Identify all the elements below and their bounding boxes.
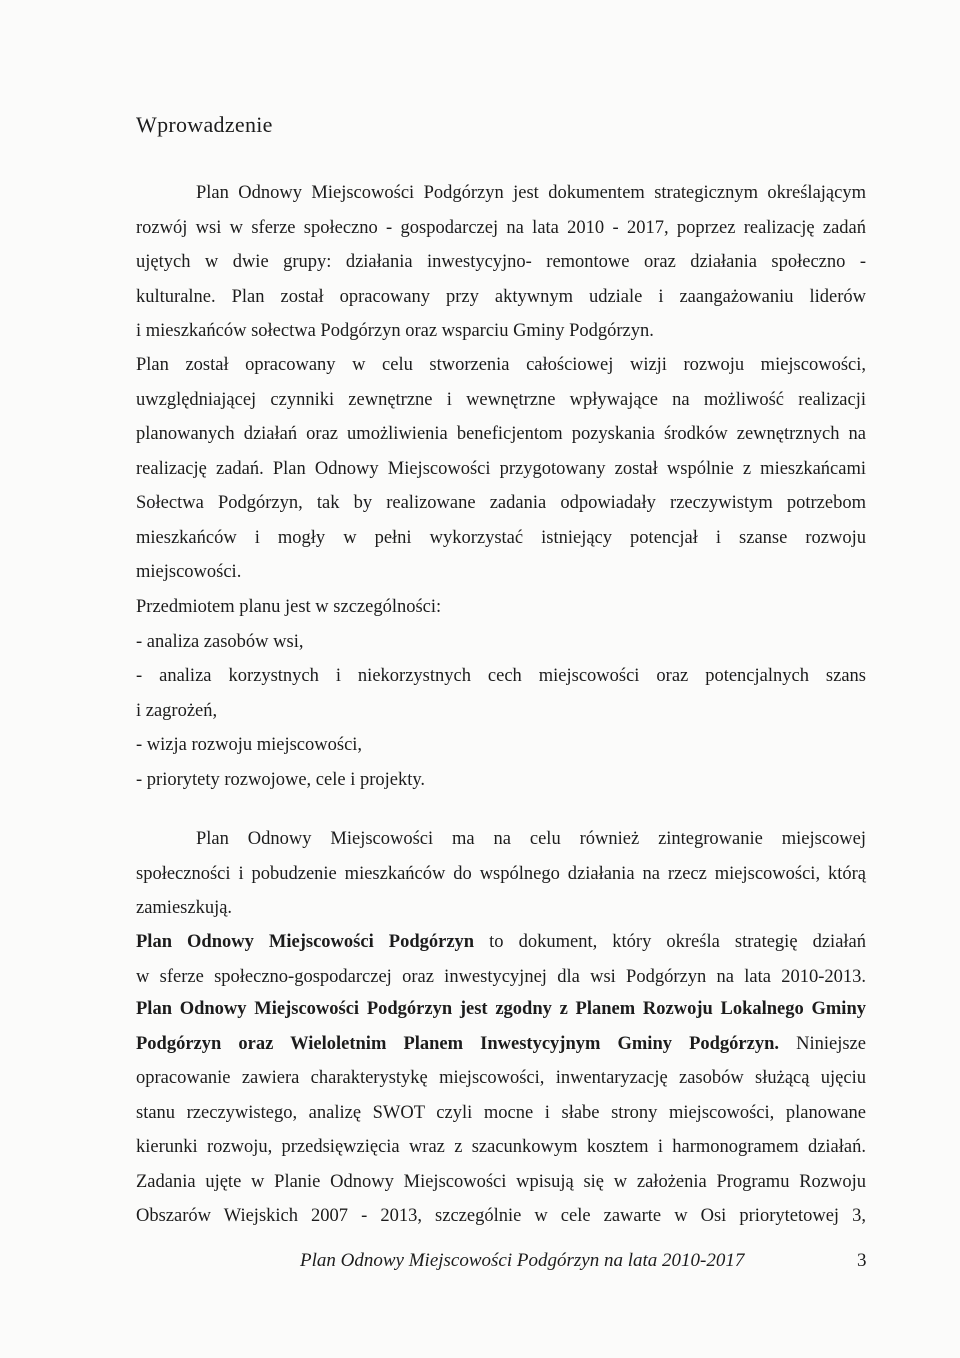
text-line: Plan Odnowy Miejscowości ma na celu również zintegrowanie miejscowej [196,829,866,849]
paragraph-document-definition [136,925,866,994]
text-line: Sołectwa Podgórzyn, tak by realizowane zadania odpowiadały rzeczywistym potrzebom [136,493,866,513]
text-line: i mieszkańców sołectwa Podgórzyn oraz wsparciu Gminy Podgórzyn. [136,321,654,341]
text-line: ujętych w dwie grupy: działania inwestycyjno- remontowe oraz działania społeczno - [136,252,866,272]
paragraph-integration [136,822,866,926]
text-line [136,925,866,960]
plan-subject-list [136,590,866,797]
text-segment: Niniejsze [779,1033,866,1054]
text-line: planowanych działań oraz umożliwienia beneficjentom pozyskania środków zewnętrznych na [136,424,866,444]
text-line: Plan Odnowy Miejscowości Podgórzyn jest dokumentem strategicznym określającym [196,183,866,203]
paragraph-purpose [136,348,866,590]
bold-text-line: Plan Odnowy Miejscowości Podgórzyn jest zgodny z Planem Rozwoju Lokalnego Gminy [136,999,866,1019]
text-line: miejscowości. [136,562,242,582]
list-item: - analiza korzystnych i niekorzystnych cech miejscowości oraz potencjalnych szans [136,666,866,686]
text-line: Plan został opracowany w celu stworzenia całościowej wizji rozwoju miejscowości, [136,355,866,375]
text-line [136,1027,866,1062]
bold-text: Podgórzyn oraz Wieloletnim Planem Inwestycyjnym Gminy Podgórzyn. [136,1033,780,1054]
text-line: rozwój wsi w sferze społeczno - gospodarczej na lata 2010 - 2017, poprzez realizację zadań [136,217,866,238]
text-line: realizację zadań. Plan Odnowy Miejscowości przygotowany został wspólnie z mieszkańcami [136,458,866,479]
text-line: społeczności i pobudzenie mieszkańców do wspólnego działania na rzecz miejscowości, którą [136,863,866,884]
list-item-continuation: i zagrożeń, [136,700,218,721]
text-segment: to dokument, który określa strategię działań [474,932,867,952]
text-line: mieszkańców i mogły w pełni wykorzystać istniejący potencjał i szanse rozwoju [136,527,866,548]
text-line: Zadania ujęte w Planie Odnowy Miejscowości wpisują się w założenia Programu Rozwoju [136,1171,866,1192]
text-line: stanu rzeczywistego, analizę SWOT czyli mocne i słabe strony miejscowości, planowane [136,1102,866,1123]
text-line: kierunki rozwoju, przedsięwzięcia wraz z szacunkowym kosztem i harmonogramem działań. [136,1137,866,1157]
text-line: Obszarów Wiejskich 2007 - 2013, szczególnie w cele zawarte w Osi priorytetowej 3, [136,1206,866,1226]
list-item: - analiza zasobów wsi, [136,631,304,652]
text-line: opracowanie zawiera charakterystykę miejscowości, inwentaryzację zasobów służącą ujęciu [136,1068,866,1088]
footer-title: Plan Odnowy Miejscowości Podgórzyn na lata 2010-2017 [300,1250,745,1271]
text-line: kulturalne. Plan został opracowany przy aktywnym udziale i zaangażowaniu liderów [136,286,866,307]
page-number: 3 [857,1250,867,1271]
paragraph-compliance [136,992,866,1234]
list-intro: Przedmiotem planu jest w szczególności: [136,597,442,617]
text-line: zamieszkują. [136,898,233,918]
list-item: - wizja rozwoju miejscowości, [136,735,363,755]
paragraph-intro [136,176,866,349]
text-line: uwzględniającej czynniki zewnętrzne i wewnętrzne wpływające na możliwość realizacji [136,389,866,410]
bold-text: Plan Odnowy Miejscowości Podgórzyn [136,932,475,952]
text-line: w sferze społeczno-gospodarczej oraz inwestycyjnej dla wsi Podgórzyn na lata 2010-2013. [136,966,866,987]
section-heading: Wprowadzenie [136,112,273,137]
list-item: - priorytety rozwojowe, cele i projekty. [136,769,426,790]
